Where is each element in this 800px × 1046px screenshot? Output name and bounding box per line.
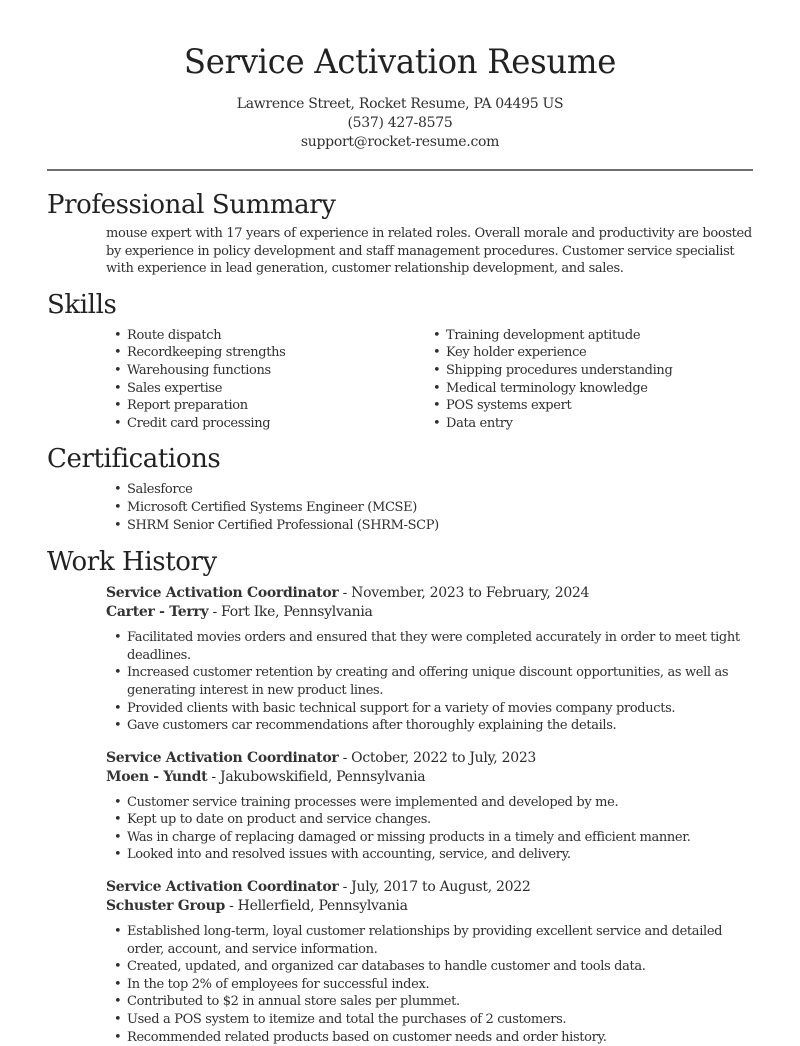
job-entry xyxy=(106,878,753,1046)
bullet-icon: • xyxy=(114,380,122,396)
bullet-icon: • xyxy=(114,415,122,431)
bullet-icon: • xyxy=(114,517,122,533)
job-dates: - October, 2022 to July, 2023 xyxy=(338,749,537,766)
bullet-icon: • xyxy=(114,994,122,1010)
contact-address: Lawrence Street, Rocket Resume, PA 04495 US xyxy=(236,96,564,112)
bullet-icon: • xyxy=(433,327,441,343)
job-entry xyxy=(106,584,753,735)
bullet-icon: • xyxy=(114,665,122,681)
summary-text: mouse expert with 17 years of experience in related roles. Overall morale and productivity are boosted by experience in policy development and staff management procedures. Customer service specialist with experience in lead generation, customer relationship development, and sales. xyxy=(106,226,752,277)
job-location: - Hellerfield, Pennsylvania xyxy=(224,898,408,915)
job-company: Carter - Terry xyxy=(106,604,209,621)
job-role: Service Activation Coordinator xyxy=(106,749,339,766)
skills-heading: Skills xyxy=(47,289,117,320)
skill-item: • Data entry xyxy=(433,415,513,431)
job-company-line xyxy=(106,603,753,622)
certification-item: • Microsoft Certified Systems Engineer (MCSE) xyxy=(114,499,417,515)
certifications-heading: Certifications xyxy=(47,444,221,475)
skill-item: • Recordkeeping strengths xyxy=(114,345,286,361)
certification-item: • SHRM Senior Certified Professional (SHRM-SCP) xyxy=(114,517,439,533)
job-location: - Fort Ike, Pennsylvania xyxy=(208,604,373,621)
job-bullet: • Looked into and resolved issues with accounting, service, and delivery. xyxy=(114,847,571,863)
bullet-icon: • xyxy=(114,812,122,828)
skill-item: • POS systems expert xyxy=(433,398,572,414)
job-company-line xyxy=(106,897,753,916)
contact-phone: (537) 427-8575 xyxy=(347,115,453,131)
bullet-icon: • xyxy=(114,959,122,975)
contact-email: support@rocket-resume.com xyxy=(300,134,500,150)
job-title-line xyxy=(106,878,753,897)
skill-item: • Sales expertise xyxy=(114,380,223,396)
job-company: Schuster Group xyxy=(106,898,225,915)
bullet-icon: • xyxy=(433,345,441,361)
certification-item: • Salesforce xyxy=(114,482,193,498)
job-bullet: • Was in charge of replacing damaged or missing products in a timely and efficient manner. xyxy=(114,829,691,845)
bullet-icon: • xyxy=(114,398,122,414)
skill-item: • Report preparation xyxy=(114,398,248,414)
work-history-heading: Work History xyxy=(47,547,217,578)
skill-item: • Key holder experience xyxy=(433,345,587,361)
job-bullet: • Facilitated movies orders and ensured that they were completed accurately in order to meet tight deadlines. xyxy=(114,630,740,663)
bullet-icon: • xyxy=(114,630,122,646)
bullet-icon: • xyxy=(114,1029,122,1045)
bullet-icon: • xyxy=(114,700,122,716)
bullet-icon: • xyxy=(114,499,122,515)
job-bullet: • Used a POS system to itemize and total the purchases of 2 customers. xyxy=(114,1012,567,1028)
resume-header xyxy=(47,0,753,152)
resume-title: Service Activation Resume xyxy=(183,42,617,82)
job-bullet: • Customer service training processes were implemented and developed by me. xyxy=(114,794,619,810)
job-bullets xyxy=(114,923,753,1046)
bullet-icon: • xyxy=(114,327,122,343)
bullet-icon: • xyxy=(433,398,441,414)
bullet-icon: • xyxy=(433,362,441,378)
bullet-icon: • xyxy=(433,415,441,431)
job-bullet: • Increased customer retention by creating and offering unique discount opportunities, as well as generating interest in new product lines. xyxy=(114,665,729,698)
job-location: - Jakubowskifield, Pennsylvania xyxy=(207,768,426,785)
job-bullet: • Gave customers car recommendations after thoroughly explaining the details. xyxy=(114,718,617,734)
bullet-icon: • xyxy=(114,482,122,498)
bullet-icon: • xyxy=(114,794,122,810)
skills-column-left xyxy=(114,327,446,433)
bullet-icon: • xyxy=(433,380,441,396)
job-bullet: • Contributed to $2 in annual store sales per plummet. xyxy=(114,994,460,1010)
job-bullet: • Provided clients with basic technical support for a variety of movies company products. xyxy=(114,700,676,716)
skills-column-right xyxy=(433,327,673,433)
bullet-icon: • xyxy=(114,847,122,863)
job-dates: - July, 2017 to August, 2022 xyxy=(338,879,531,896)
job-bullet: • Established long-term, loyal customer relationships by providing excellent service and detailed order, account, and service information. xyxy=(114,924,723,957)
job-title-line xyxy=(106,584,753,603)
summary-heading: Professional Summary xyxy=(47,190,336,220)
bullet-icon: • xyxy=(114,718,122,734)
certifications-list xyxy=(114,481,753,534)
skill-item: • Medical terminology knowledge xyxy=(433,380,648,396)
job-bullet: • In the top 2% of employees for successful index. xyxy=(114,976,430,992)
bullet-icon: • xyxy=(114,345,122,361)
bullet-icon: • xyxy=(114,829,122,845)
job-entry xyxy=(106,749,753,864)
skill-item: • Warehousing functions xyxy=(114,362,271,378)
job-dates: - November, 2023 to February, 2024 xyxy=(338,585,590,602)
skill-item: • Credit card processing xyxy=(114,415,271,431)
skill-item: • Training development aptitude xyxy=(433,327,641,343)
job-bullets xyxy=(114,794,753,864)
job-title-line xyxy=(106,749,753,768)
skill-item: • Route dispatch xyxy=(114,327,222,343)
job-bullet: • Recommended related products based on customer needs and order history. xyxy=(114,1029,607,1045)
skill-item: • Shipping procedures understanding xyxy=(433,362,673,378)
job-company-line xyxy=(106,768,753,787)
header-divider xyxy=(47,169,753,171)
bullet-icon: • xyxy=(114,976,122,992)
job-role: Service Activation Coordinator xyxy=(106,585,339,602)
job-bullets xyxy=(114,629,753,735)
job-bullet: • Kept up to date on product and service changes. xyxy=(114,812,431,828)
bullet-icon: • xyxy=(114,362,122,378)
job-company: Moen - Yundt xyxy=(106,768,208,785)
job-role: Service Activation Coordinator xyxy=(106,879,339,896)
resume-page xyxy=(47,0,753,1046)
skills-list xyxy=(47,327,753,433)
job-bullet: • Created, updated, and organized car databases to handle customer and tools data. xyxy=(114,959,646,975)
bullet-icon: • xyxy=(114,924,122,940)
bullet-icon: • xyxy=(114,1012,122,1028)
